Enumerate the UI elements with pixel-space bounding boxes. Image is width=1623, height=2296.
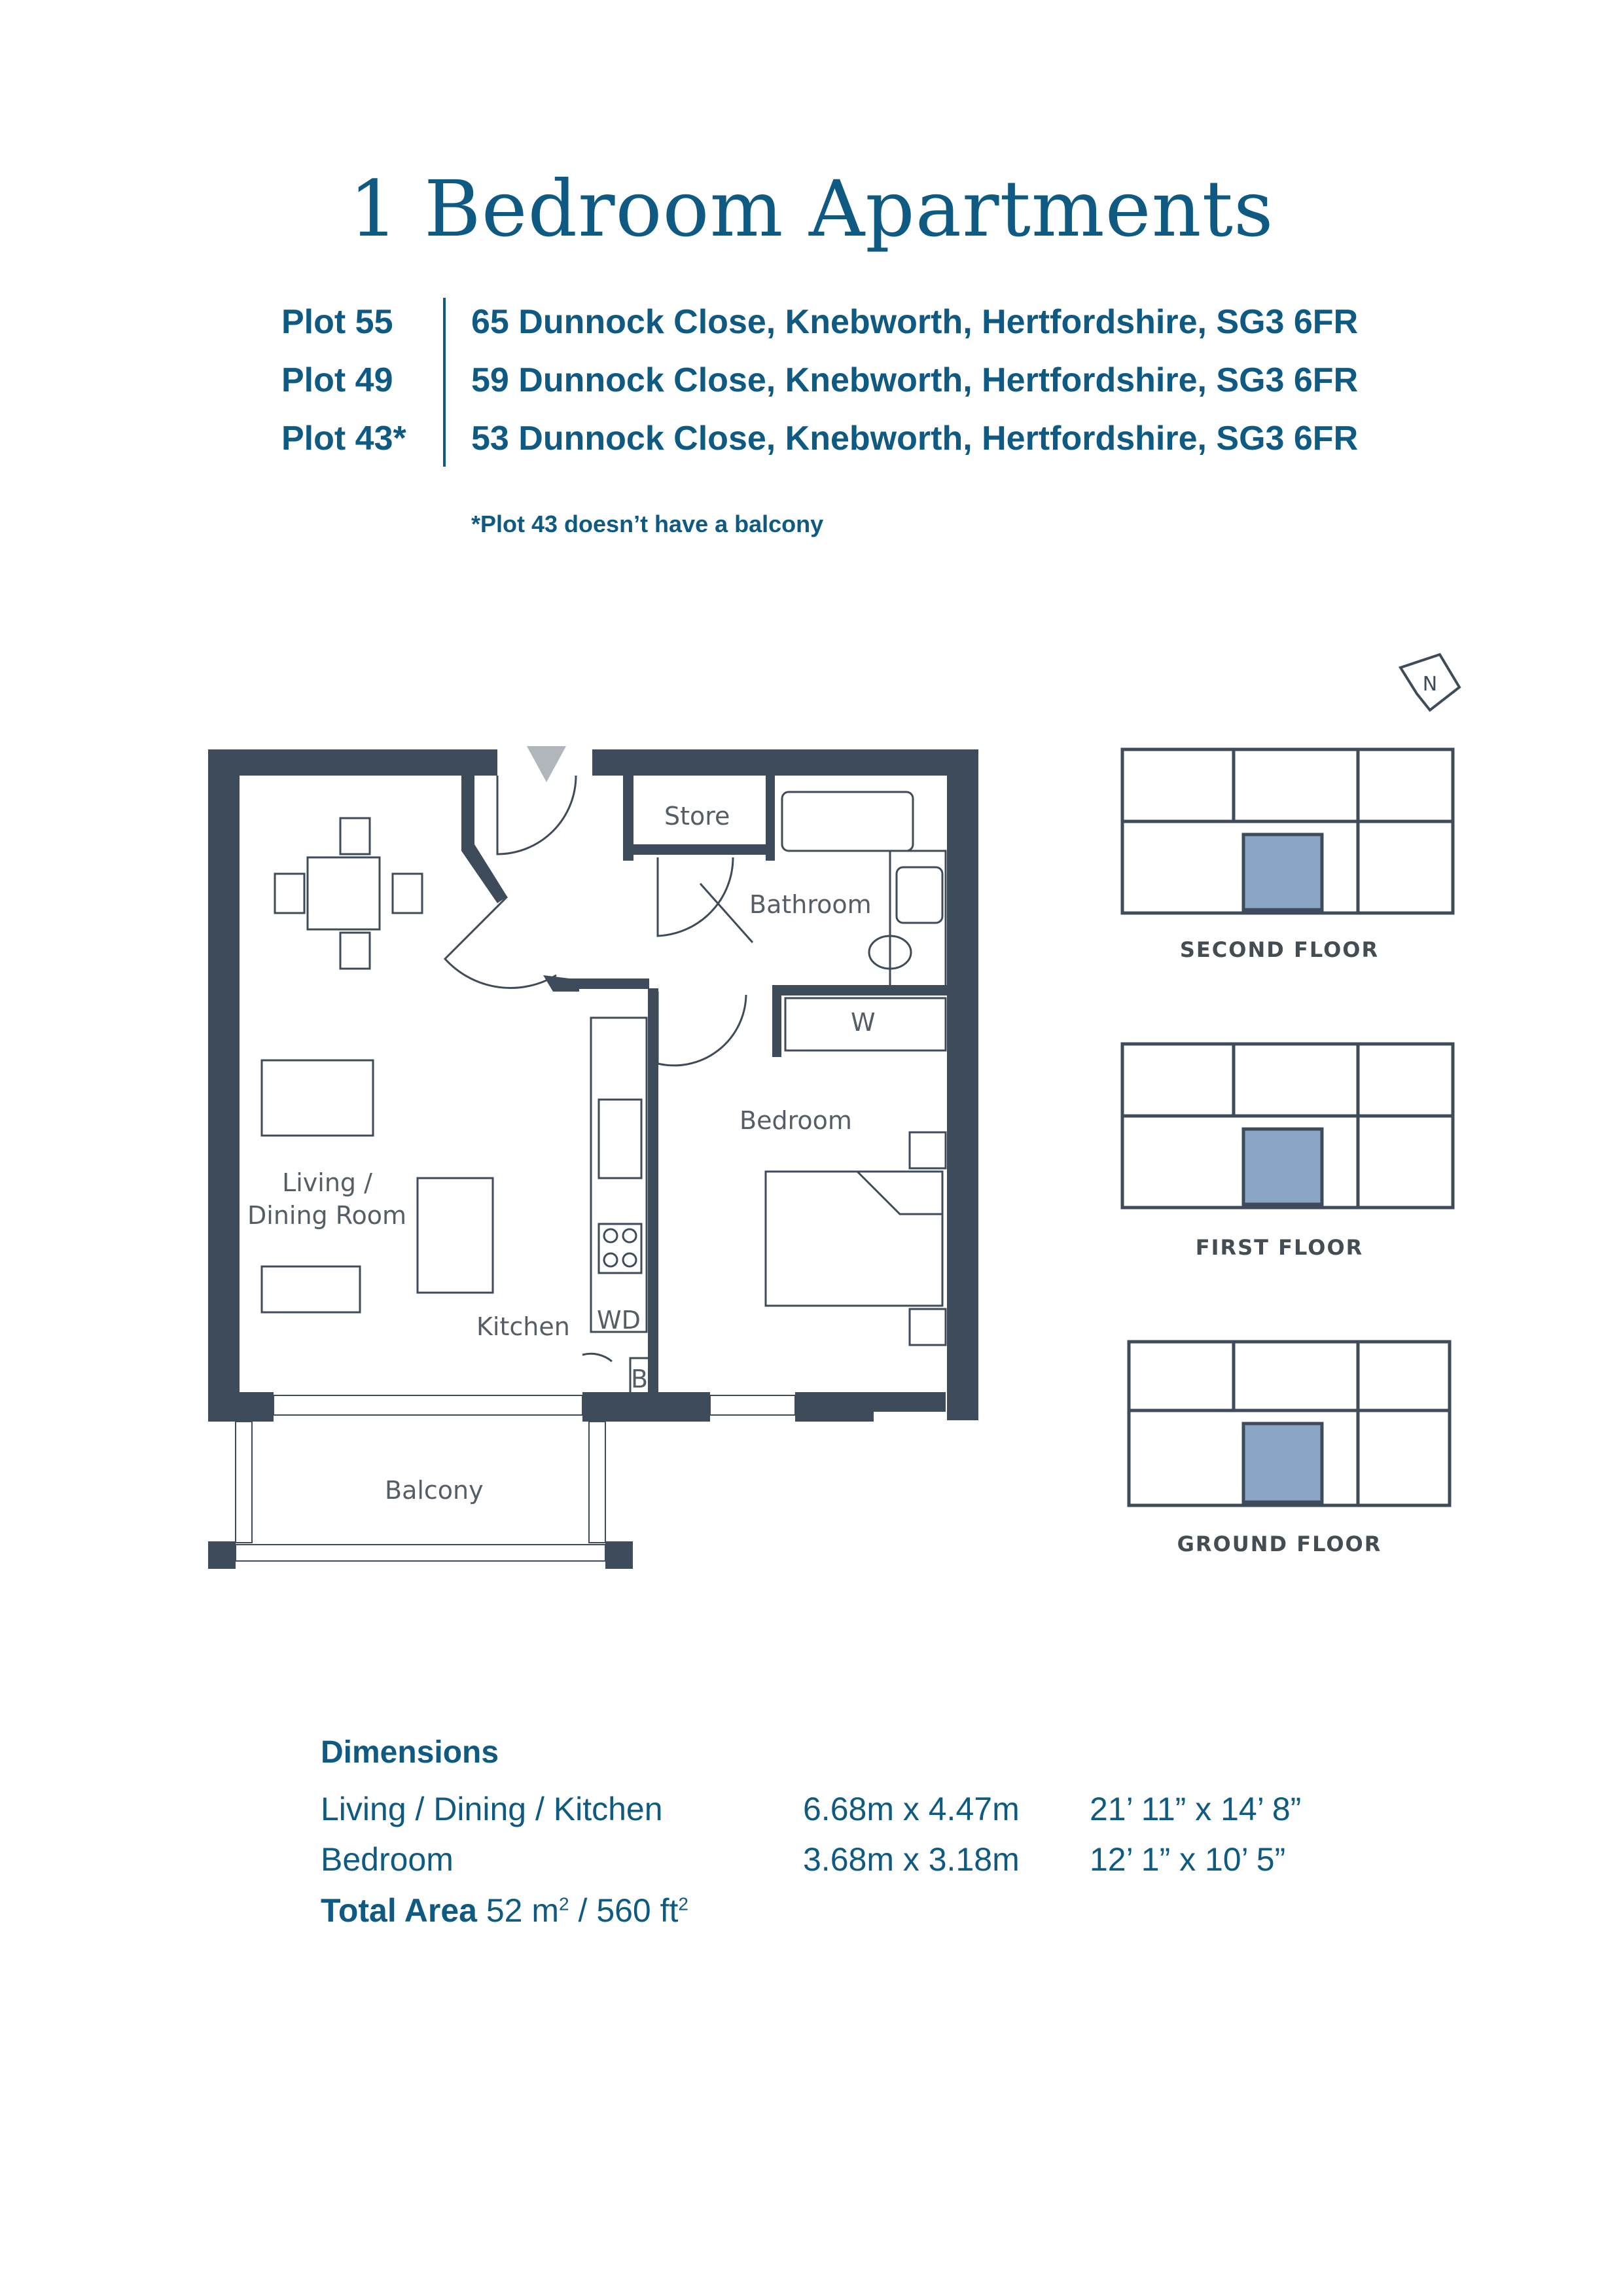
total-area: [321, 1892, 688, 1929]
total-area-label: Total Area: [321, 1892, 477, 1929]
dimension-imperial: 21’ 11” x 14’ 8”: [1090, 1791, 1302, 1827]
total-area-metric: 52 m: [486, 1892, 560, 1929]
key-plan-caption: FIRST FLOOR: [1195, 1235, 1364, 1260]
compass-north-label: N: [1422, 673, 1438, 696]
superscript: 2: [678, 1893, 688, 1914]
dimension-room-name: Living / Dining / Kitchen: [321, 1791, 663, 1827]
room-label-dining-room: Dining Room: [247, 1201, 406, 1230]
room-label-boiler: B: [631, 1365, 649, 1393]
plot-address: 65 Dunnock Close, Knebworth, Hertfordshire, SG3 6FR: [471, 303, 1359, 341]
room-label-bathroom: Bathroom: [749, 890, 872, 919]
dimension-metric: 3.68m x 3.18m: [803, 1841, 1020, 1878]
plot-label: Plot 43*: [281, 420, 406, 457]
room-label-washer-dryer: WD: [597, 1306, 641, 1335]
key-plan-caption: GROUND FLOOR: [1177, 1532, 1382, 1556]
key-plan-second-floor: [1122, 749, 1453, 913]
room-label-living: Living /: [282, 1168, 372, 1197]
slash: /: [578, 1892, 597, 1929]
room-label-wardrobe: W: [851, 1008, 876, 1037]
room-label-kitchen: Kitchen: [476, 1312, 570, 1341]
plot-address: 53 Dunnock Close, Knebworth, Hertfordshire, SG3 6FR: [471, 420, 1359, 457]
key-plan-ground-floor: [1129, 1342, 1450, 1505]
dimension-metric: 6.68m x 4.47m: [803, 1791, 1020, 1827]
balcony-footnote: *Plot 43 doesn’t have a balcony: [471, 511, 824, 537]
room-label-store: Store: [664, 802, 730, 831]
total-area-imperial: 560 ft: [596, 1892, 679, 1929]
page-title: 1 Bedroom Apartments: [349, 164, 1274, 254]
dimension-room-name: Bedroom: [321, 1841, 454, 1878]
plot-label: Plot 55: [281, 303, 393, 341]
room-label-balcony: Balcony: [385, 1476, 484, 1505]
dimensions-heading: Dimensions: [321, 1735, 499, 1770]
plot-label: Plot 49: [281, 361, 393, 399]
dimension-imperial: 12’ 1” x 10’ 5”: [1090, 1841, 1286, 1878]
room-label-bedroom: Bedroom: [740, 1106, 852, 1135]
superscript: 2: [559, 1893, 569, 1914]
key-plan-caption: SECOND FLOOR: [1179, 937, 1380, 962]
key-plan-first-floor: [1122, 1044, 1453, 1208]
plot-address: 59 Dunnock Close, Knebworth, Hertfordshire, SG3 6FR: [471, 361, 1359, 399]
